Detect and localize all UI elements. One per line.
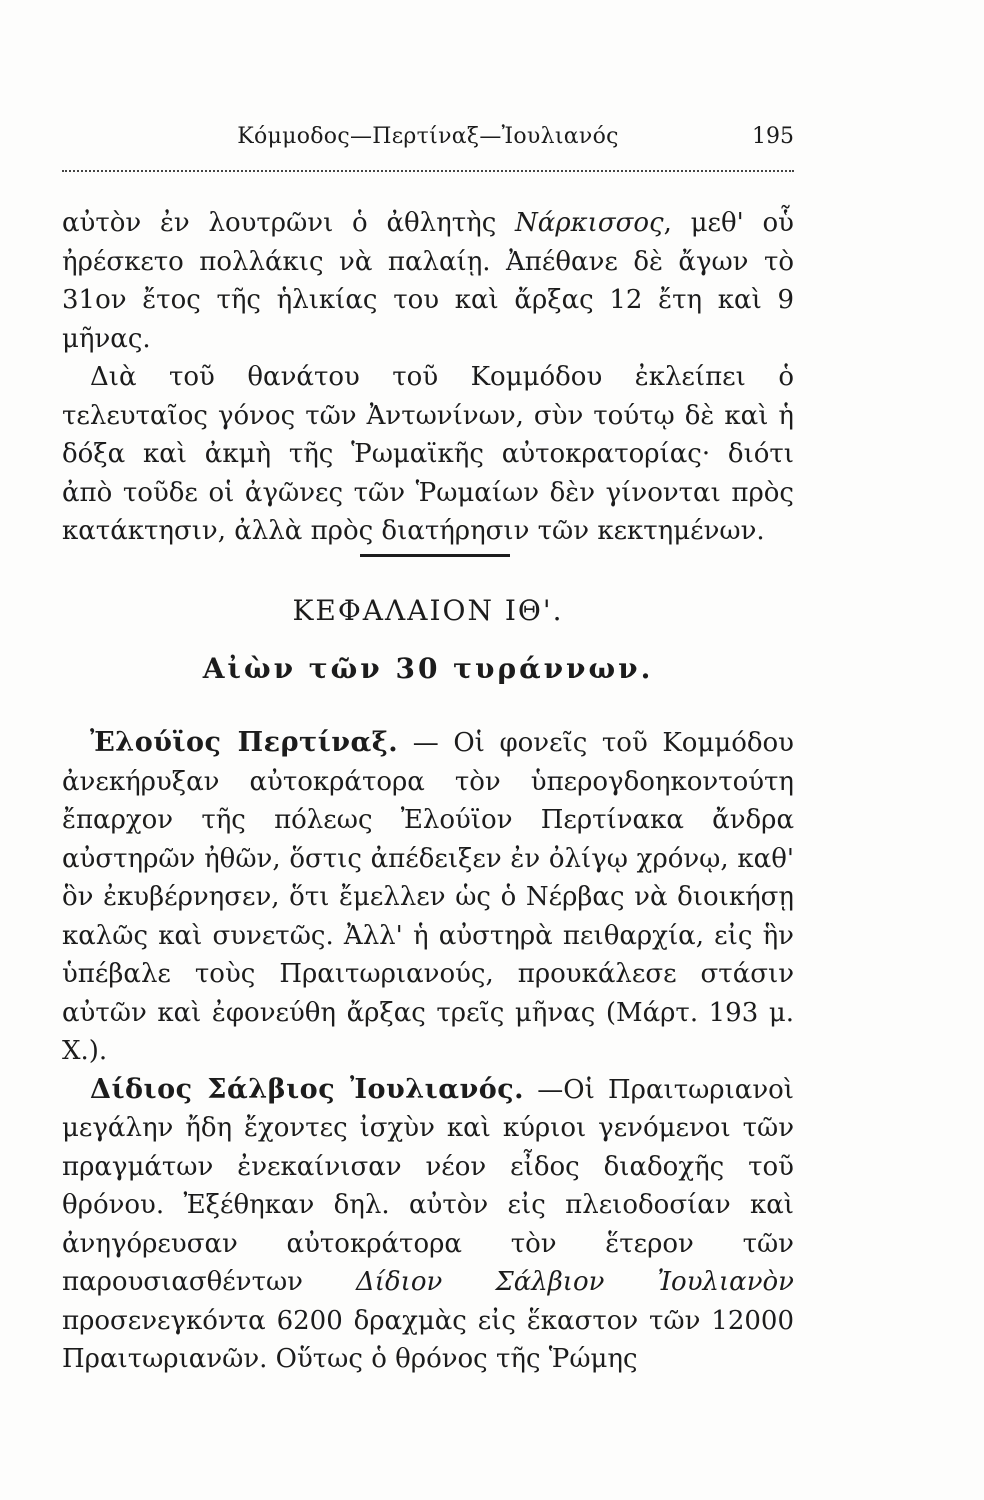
paragraph-text: —Οἱ Πραιτωριανοὶ μεγάλην ἤδη ἔχοντες ἰσχὺν καὶ κύριοι γενόμενοι τῶν πραγμάτων ἐνεκαίνισαν νέον εἶδος διαδοχῆς τοῦ θρόνου. Ἐξέθηκαν δηλ. αὐτὸν εἰς πλειοδοσίαν καὶ ἀνηγόρευσαν αὐτοκράτορα τὸν ἕτερον τῶν παρουσιασθέντων <box>62 1074 794 1297</box>
chapter-divider <box>360 554 510 557</box>
paragraph: Διὰ τοῦ θανάτου τοῦ Κομμόδου ἐκλείπει ὁ τελευταῖος γόνος τῶν Ἀντωνίνων, σὺν τούτῳ δὲ καὶ ἡ δόξα καὶ ἀκμὴ τῆς Ῥωμαϊκῆς αὐτοκρατορίας· διότι ἀπὸ τοῦδε οἱ ἀγῶνες τῶν Ῥωμαίων δὲν γίνονται πρὸς κατάκτησιν, ἀλλὰ πρὸς διατήρησιν τῶν κεκτημένων. <box>62 362 794 546</box>
paragraph-text: προσενεγκόντα 6200 δραχμὰς εἰς ἕκαστον τῶν 12000 Πραιτωριανῶν. Οὕτως ὁ θρόνος τῆς Ῥώμης <box>62 1305 794 1374</box>
italic-name: Νάρκισσος <box>515 208 664 238</box>
paragraph-pertinax <box>62 724 794 1071</box>
paragraph-text: — Οἱ φονεῖς τοῦ Κομμόδου ἀνεκήρυξαν αὐτοκράτορα τὸν ὑπερογδοηκοντούτη ἔπαρχον τῆς πόλεως Ἐλούϊον Περτίνακα ἄνδρα αὐστηρῶν ἠθῶν, ὅστις ἀπέδειξεν ἐν ὀλίγῳ χρόνῳ, καθ' ὃν ἐκυβέρνησεν, ὅτι ἔμελλεν ὡς ὁ Νέρβας νὰ διοικήσῃ καλῶς καὶ συνετῶς. Ἀλλ' ἡ αὐστηρὰ πειθαρχία, εἰς ἣν ὑπέβαλε τοὺς Πραιτωριανούς, προυκάλεσε στάσιν αὐτῶν καὶ ἐφονεύθη ἄρξας τρεῖς μῆνας (Μάρτ. 193 μ. Χ.). <box>62 728 794 1066</box>
running-head: Κόμμοδος—Περτίναξ—Ἰουλιανός <box>237 124 619 149</box>
paragraph-julianus <box>62 1071 794 1379</box>
paragraph-continuation <box>62 204 794 358</box>
section-heading: Ἐλούϊος Περτίναξ. <box>90 727 399 758</box>
chapter-title: ΚΕΦΑΛΑΙΟΝ ΙΘ'. <box>292 594 564 627</box>
text-block-continuation <box>62 204 794 551</box>
page-number: 195 <box>752 124 794 149</box>
section-heading: Δίδιος Σάλβιος Ἰουλιανός. <box>90 1073 525 1105</box>
text-block-chapter <box>62 724 794 1379</box>
page-header <box>62 124 794 164</box>
chapter-subtitle: Αἰὼν τῶν 30 τυράννων. <box>202 652 654 685</box>
header-rule <box>62 170 794 172</box>
italic-name: Δίδιον Σάλβιον Ἰουλιανὸν <box>356 1267 794 1297</box>
paragraph-text: , μεθ' οὗ ἠρέσκετο πολλάκις νὰ παλαίῃ. Ἀπέθανε δὲ ἄγων τὸ 31ον ἔτος τῆς ἡλικίας του καὶ ἄρξας 12 ἔτη καὶ 9 μῆνας. <box>62 208 794 354</box>
paragraph-text: αὐτὸν ἐν λουτρῶνι ὁ ἀθλητὴς <box>62 208 516 238</box>
